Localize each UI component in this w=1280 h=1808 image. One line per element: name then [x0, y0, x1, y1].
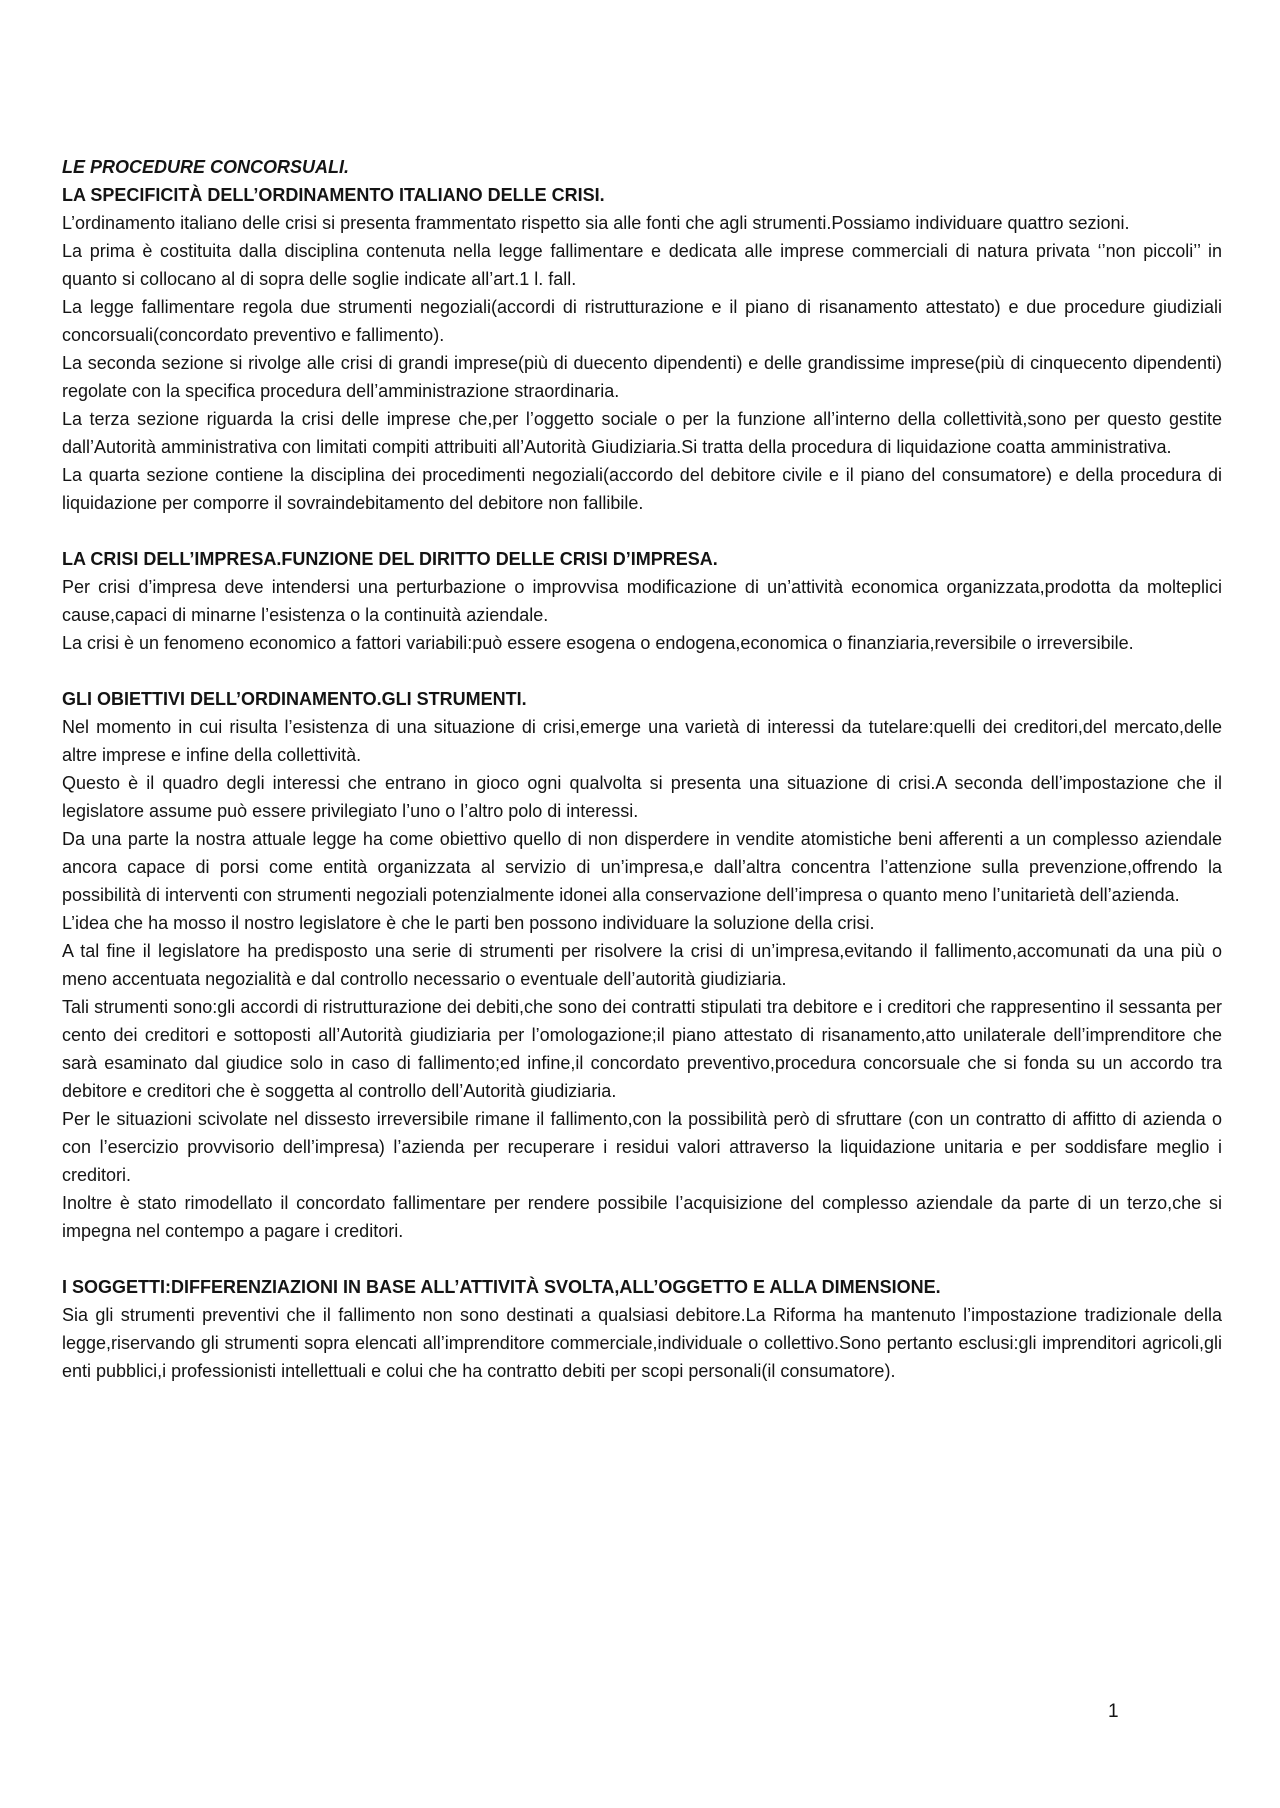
paragraph: Nel momento in cui risulta l’esistenza di una situazione di crisi,emerge una varietà di interessi da tutelare:quelli dei creditori,del mercato,delle altre imprese e infine della collettività. [62, 717, 1222, 765]
document-title: LE PROCEDURE CONCORSUALI. [62, 157, 350, 177]
paragraph: Per le situazioni scivolate nel dissesto irreversibile rimane il fallimento,con la possibilità però di sfruttare (con un contratto di affitto di azienda o con l’esercizio provvisorio dell’impresa) l’azienda per recuperare i residui valori attraverso la liquidazione unitaria e per soddisfare meglio i creditori. [62, 1109, 1222, 1185]
paragraph: Tali strumenti sono:gli accordi di ristrutturazione dei debiti,che sono dei contratti stipulati tra debitore e i creditori che rappresentino il sessanta per cento dei creditori e sottoposti all’Autorità giudiziaria per l’omologazione;il piano attestato di risanamento,atto unilaterale dell’imprenditore che sarà esaminato dal giudice solo in caso di fallimento;ed infine,il concordato preventivo,procedura concorsuale che si fonda su un accordo tra debitore e creditori che è soggetta al controllo dell’Autorità giudiziaria. [62, 997, 1222, 1101]
section-spacer [62, 657, 1222, 685]
paragraph: La legge fallimentare regola due strumenti negoziali(accordi di ristrutturazione e il piano di risanamento attestato) e due procedure giudiziali concorsuali(concordato preventivo e fallimento). [62, 297, 1222, 345]
paragraph: L’ordinamento italiano delle crisi si presenta frammentato rispetto sia alle fonti che agli strumenti.Possiamo individuare quattro sezioni. [62, 213, 1130, 233]
section-heading: GLI OBIETTIVI DELL’ORDINAMENTO.GLI STRUMENTI. [62, 689, 527, 709]
section-obiettivi [62, 685, 1222, 1245]
paragraph: Inoltre è stato rimodellato il concordato fallimentare per rendere possibile l’acquisizione del complesso aziendale da parte di un terzo,che si impegna nel contempo a pagare i creditori. [62, 1193, 1222, 1241]
paragraph: Da una parte la nostra attuale legge ha come obiettivo quello di non disperdere in vendite atomistiche beni afferenti a un complesso aziendale ancora capace di porsi come entità organizzata al servizio di un’impresa,e dall’altra concentra l’attenzione sulla prevenzione,offrendo la possibilità di interventi con strumenti negoziali potenzialmente idonei alla conservazione dell’impresa o quanto meno l’unitarietà dell’azienda. [62, 829, 1222, 905]
paragraph: La prima è costituita dalla disciplina contenuta nella legge fallimentare e dedicata alle imprese commerciali di natura privata ‘’non piccoli’’ in quanto si collocano al di sopra delle soglie indicate all’art.1 l. fall. [62, 241, 1222, 289]
section-heading: LA SPECIFICITÀ DELL’ORDINAMENTO ITALIANO DELLE CRISI. [62, 185, 605, 205]
paragraph: Questo è il quadro degli interessi che entrano in gioco ogni qualvolta si presenta una situazione di crisi.A seconda dell’impostazione che il legislatore assume può essere privilegiato l’uno o l’altro polo di interessi. [62, 773, 1222, 821]
section-soggetti [62, 1273, 1222, 1385]
section-heading: LA CRISI DELL’IMPRESA.FUNZIONE DEL DIRITTO DELLE CRISI D’IMPRESA. [62, 549, 718, 569]
section-heading: I SOGGETTI:DIFFERENZIAZIONI IN BASE ALL’ATTIVITÀ SVOLTA,ALL’OGGETTO E ALLA DIMENSIONE. [62, 1277, 941, 1297]
section-specificita [62, 181, 1222, 517]
section-spacer [62, 517, 1222, 545]
section-crisi-impresa [62, 545, 1222, 657]
paragraph: La crisi è un fenomeno economico a fattori variabili:può essere esogena o endogena,economica o finanziaria,reversibile o irreversibile. [62, 633, 1134, 653]
paragraph: Sia gli strumenti preventivi che il fallimento non sono destinati a qualsiasi debitore.La Riforma ha mantenuto l’impostazione tradizionale della legge,riservando gli strumenti sopra elencati all’imprenditore commerciale,individuale o collettivo.Sono pertanto esclusi:gli imprenditori agricoli,gli enti pubblici,i professionisti intellettuali e colui che ha contratto debiti per scopi personali(il consumatore). [62, 1305, 1222, 1381]
paragraph: A tal fine il legislatore ha predisposto una serie di strumenti per risolvere la crisi di un’impresa,evitando il fallimento,accomunati da una più o meno accentuata negozialità e dal controllo necessario o eventuale dell’autorità giudiziaria. [62, 941, 1222, 989]
document-page [62, 153, 1222, 1385]
paragraph: La terza sezione riguarda la crisi delle imprese che,per l’oggetto sociale o per la funzione all’interno della collettività,sono per questo gestite dall’Autorità amministrativa con limitati compiti attribuiti all’Autorità Giudiziaria.Si tratta della procedura di liquidazione coatta amministrativa. [62, 409, 1222, 457]
paragraph: Per crisi d’impresa deve intendersi una perturbazione o improvvisa modificazione di un’attività economica organizzata,prodotta da molteplici cause,capaci di minarne l’esistenza o la continuità aziendale. [62, 577, 1222, 625]
section-spacer [62, 1245, 1222, 1273]
paragraph: La quarta sezione contiene la disciplina dei procedimenti negoziali(accordo del debitore civile e il piano del consumatore) e della procedura di liquidazione per comporre il sovraindebitamento del debitore non fallibile. [62, 465, 1222, 513]
paragraph: L’idea che ha mosso il nostro legislatore è che le parti ben possono individuare la soluzione della crisi. [62, 913, 875, 933]
page-number: 1 [1108, 1701, 1119, 1722]
paragraph: La seconda sezione si rivolge alle crisi di grandi imprese(più di duecento dipendenti) e delle grandissime imprese(più di cinquecento dipendenti) regolate con la specifica procedura dell’amministrazione straordinaria. [62, 353, 1222, 401]
